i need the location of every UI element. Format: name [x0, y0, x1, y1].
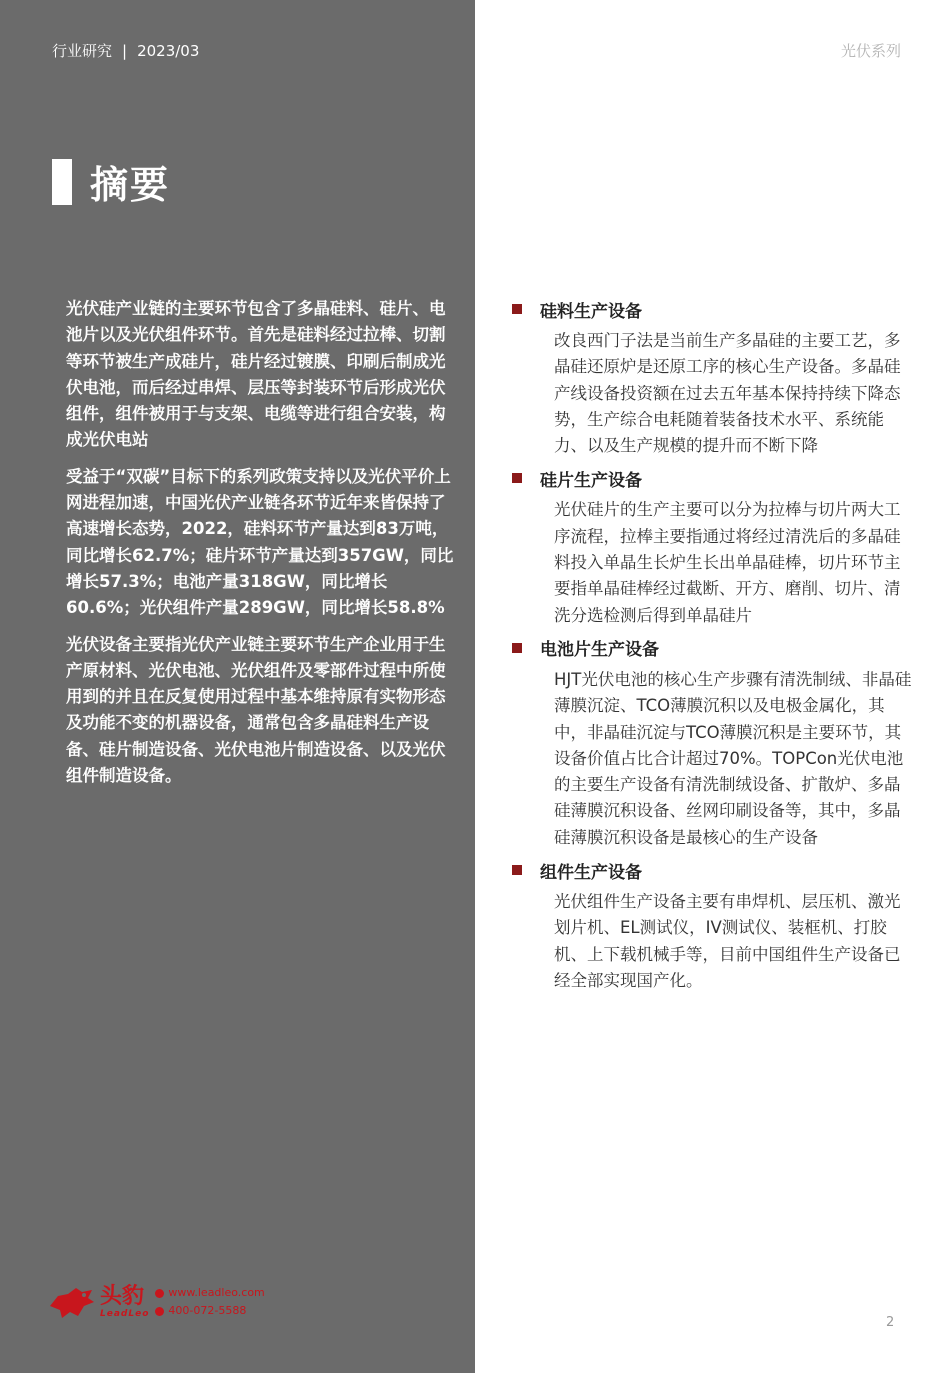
phone-number: 400-072-5588: [168, 1304, 247, 1317]
square-bullet-icon: [512, 643, 522, 653]
header-category: 行业研究: [52, 42, 113, 60]
square-bullet-icon: [512, 865, 522, 875]
website-row: [155, 1284, 264, 1302]
phone-icon: [155, 1307, 164, 1316]
section-body: 改良西门子法是当前生产多晶硅的主要工艺，多晶硅还原炉是还原工序的核心生产设备。多晶硅产线设备投资额在过去五年基本保持持续下降态势，生产综合电耗随着装备技术水平、系统能力、以及生产规模的提升而不断下降: [554, 331, 901, 456]
series-label: 光伏系列: [840, 42, 901, 60]
website-link[interactable]: www.leadleo.com: [168, 1286, 265, 1299]
section-silicon-material: [512, 296, 912, 459]
leadleo-logo: [48, 1282, 265, 1322]
logo-wordmark: [100, 1285, 149, 1319]
header-meta: [52, 40, 199, 61]
section-body: 光伏组件生产设备主要有串焊机、层压机、激光划片机、EL测试仪，IV测试仪、装框机、打胶机、上下载机械手等，目前中国组件生产设备已经全部实现国产化。: [554, 892, 901, 990]
header-date: 2023/03: [137, 42, 200, 60]
section-heading-text: 硅料生产设备: [540, 301, 642, 322]
section-heading: [512, 857, 912, 883]
section-heading-text: 电池片生产设备: [540, 640, 659, 661]
section-cell: [512, 635, 912, 851]
equipment-sections: [512, 296, 912, 1000]
leopard-icon: [48, 1282, 96, 1322]
summary-paragraph: 光伏设备主要指光伏产业链主要环节生产企业用于生产原材料、光伏电池、光伏组件及零部件过程中所使用到的并且在反复使用过程中基本维持原有实物形态及功能不变的机器设备，通常包含多晶硅料生产设备、硅片制造设备、光伏电池片制造设备、以及光伏组件制造设备。: [66, 634, 446, 786]
header-separator: |: [122, 42, 128, 60]
summary-paragraph: 受益于“双碳”目标下的系列政策支持以及光伏平价上网进程加速，中国光伏产业链各环节近年来皆保持了高速增长态势，2022，硅料环节产量达到83万吨，同比增长62.7%；硅片环节产量达到357GW，同比增长57.3%；电池产量318GW，同比增长60.6%；光伏组件产量289GW，同比增长58.8%: [66, 466, 454, 618]
section-module: [512, 857, 912, 994]
section-heading-text: 组件生产设备: [540, 862, 642, 883]
section-body: HJT光伏电池的核心生产步骤有清洗制绒、非晶硅薄膜沉淀、TCO薄膜沉积以及电极金属化，其中，非晶硅沉淀与TCO薄膜沉积是主要环节，其设备价值占比合计超过70%。TOPCon光伏电池的主要生产设备有清洗制绒设备、扩散炉、多晶硅薄膜沉积设备、丝网印刷设备等，其中，多晶硅薄膜沉积设备是最核心的生产设备: [554, 669, 912, 847]
square-bullet-icon: [512, 304, 522, 314]
section-heading-text: 硅片生产设备: [540, 470, 642, 491]
section-title: [52, 154, 170, 209]
section-wafer: [512, 465, 912, 628]
summary-paragraph: 光伏硅产业链的主要环节包含了多晶硅料、硅片、电池片以及光伏组件环节。首先是硅料经过拉棒、切割等环节被生产成硅片，硅片经过镀膜、印刷后制成光伏电池，而后经过串焊、层压等封装环节后形成光伏组件，组件被用于与支架、电缆等进行组合安装，构成光伏电站: [66, 299, 446, 450]
summary-block: [66, 296, 458, 799]
globe-icon: [155, 1289, 164, 1298]
page-number: 2: [886, 1315, 895, 1330]
section-heading: [512, 635, 912, 661]
title-bar: [52, 159, 72, 205]
logo-en: LeadLeo: [100, 1309, 150, 1319]
page-title: 摘要: [90, 163, 171, 207]
section-body: 光伏硅片的生产主要可以分为拉棒与切片两大工序流程，拉棒主要指通过将经过清洗后的多晶硅料投入单晶生长炉生长出单晶硅棒，切片环节主要指单晶硅棒经过截断、开方、磨削、切片、清洗分选检测后得到单晶硅片: [554, 500, 901, 625]
square-bullet-icon: [512, 473, 522, 483]
section-heading: [512, 296, 912, 322]
phone-row: [155, 1302, 264, 1320]
section-heading: [512, 465, 912, 491]
logo-contact: [155, 1284, 264, 1320]
logo-cn: 头豹: [100, 1284, 145, 1309]
